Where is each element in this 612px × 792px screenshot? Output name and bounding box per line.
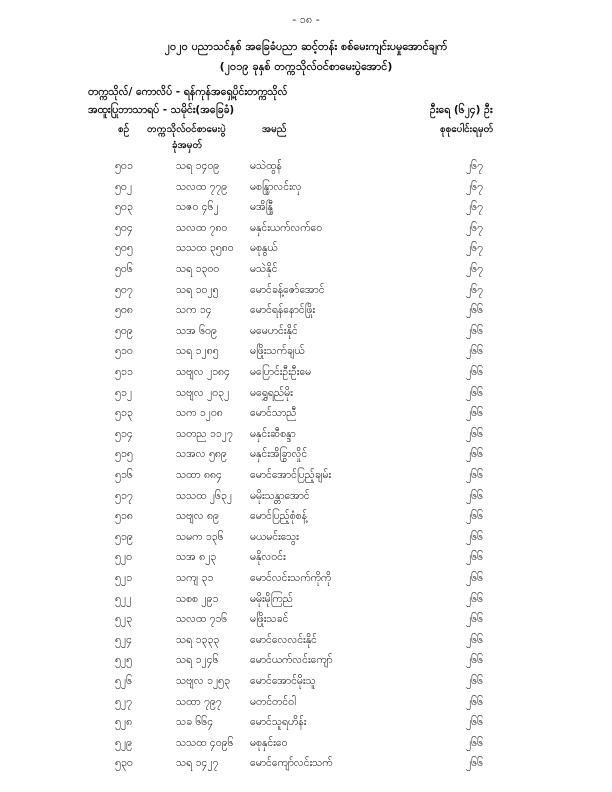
row-score: ၂၆၆ [466, 407, 483, 420]
header-name: အမည် [262, 124, 287, 135]
mark-range-label: ဦးရေ (၆၂၄) ဦး [430, 104, 493, 116]
row-name: မသဲနိုင် [250, 263, 278, 275]
row-reg-number: သရ ၁၃၃၃ [176, 633, 220, 646]
row-number: ၅၂၂ [115, 592, 132, 605]
row-name: မစန္ဒြာလင်းလှ [250, 180, 302, 193]
row-score: ၂၆၆ [466, 716, 483, 729]
row-name: မောင်ခန့်ဇော်အောင် [250, 283, 325, 296]
row-reg-number: သထာ ၇၉၇ [176, 695, 222, 708]
row-name: မပြောင်းဦးဦးမေ [250, 366, 312, 378]
row-name: မနိုလ၀င်း [250, 551, 286, 564]
row-score: ၂၆၆ [466, 324, 483, 337]
row-number: ၅၁၀ [115, 345, 133, 358]
header-reg-number: တက္ကသိုလ်ဝင်စာမေးပွဲ [147, 124, 226, 135]
row-reg-number: သရ ၁၄၂၇ [176, 757, 219, 770]
row-reg-number: သလထ ၇၈၀ [176, 221, 228, 234]
row-name: မောင်အောင်ပြည့်ချမ်း [250, 469, 332, 481]
row-score: ၂၆၆ [466, 592, 483, 605]
row-name: မမေဟင်းနိုင် [250, 324, 298, 337]
row-number: ၅၂၁ [115, 572, 132, 584]
row-score: ၂၆၆ [466, 386, 483, 399]
row-number: ၅၁၅ [115, 448, 133, 461]
row-number: ၅၂၈ [115, 716, 133, 729]
row-name: မဖြိုးသက်ချယ် [250, 345, 305, 358]
row-score: ၂၆၆ [466, 469, 483, 481]
row-number: ၅၀၂ [115, 180, 132, 193]
header-reg-number-line2: ခုံအမှတ် [172, 140, 203, 151]
row-number: ၅၂၃ [115, 613, 132, 626]
row-score: ၂၆၆ [466, 757, 483, 770]
row-name: မောင်ပြည့်စုံစန့် [250, 510, 307, 523]
row-score: ၂၆၇ [466, 263, 483, 275]
row-score: ၂၆၇ [466, 201, 483, 214]
row-reg-number: သရ ၁၂၈၅ [176, 345, 219, 358]
row-reg-number: သလထ ၇၁၆ [176, 613, 228, 626]
row-reg-number: သသထ ၂၆၃၂ [176, 489, 232, 502]
row-reg-number: သဗျလ ၁၂၅၃ [176, 675, 230, 687]
row-score: ၂၆၆ [466, 613, 483, 626]
row-name: မဖြိုးသခင် [250, 613, 289, 626]
row-reg-number: သက ၁၄ [176, 304, 212, 317]
row-score: ၂၆၇ [466, 180, 483, 193]
row-number: ၅၀၁ [115, 160, 133, 172]
row-number: ၅၂၆ [115, 675, 132, 687]
row-score: ၂၆၆ [466, 448, 483, 461]
row-score: ၂၆၆ [466, 530, 483, 543]
university-label: တက္ကသိုလ်/ ကောလိပ် - ရန်ကုန်အရှေ့ပိုင်းတက္ကသိုလ် [88, 86, 288, 98]
header-score: စုစုပေါင်းရမှတ် [440, 124, 494, 135]
row-score: ၂၆၇ [466, 242, 483, 255]
row-reg-number: သအ ၆၀၉ [176, 324, 217, 337]
row-score: ၂၆၆ [466, 736, 483, 749]
row-number: ၅၀၃ [115, 201, 133, 214]
row-name: မနှင်းယက်လက်ဝေ [250, 221, 323, 234]
row-reg-number: သမက ၁၃၆ [176, 530, 224, 543]
row-number: ၅၂၉ [115, 736, 132, 749]
row-score: ၂၆၆ [466, 510, 483, 523]
row-number: ၅၀၉ [115, 324, 133, 337]
row-name: မောင်အောင်မိုးသူ [250, 675, 316, 687]
row-number: ၅၃၀ [115, 757, 133, 770]
row-score: ၂၆၆ [466, 654, 483, 667]
row-name: မောင်ယက်လင်းကျော် [250, 654, 333, 667]
row-number: ၅၀၈ [115, 304, 133, 317]
table-row [0, 757, 612, 781]
row-reg-number: သစစ ၂၉၁ [176, 592, 219, 605]
row-number: ၅၁၈ [115, 510, 133, 523]
row-reg-number: သသထ ၃၅၈၀ [176, 242, 234, 255]
row-name: မနှင်းဆီစန္ဒာ [250, 427, 296, 440]
row-name: မသဲထွန် [250, 160, 282, 172]
row-reg-number: သခ ၆၆၄ [176, 716, 214, 729]
row-reg-number: သဗျလ ၂၁၈၄ [176, 366, 230, 378]
row-reg-number: သရ ၁၃၀၀ [176, 263, 220, 275]
row-score: ၂၆၆ [466, 551, 483, 564]
row-name: မမိုးသန္တာအောင် [250, 489, 310, 502]
row-number: ၅၂၀ [115, 551, 132, 564]
row-number: ၅၁၇ [115, 489, 133, 502]
row-score: ၂၆၇ [466, 160, 483, 172]
row-name: မောင်ရန်နောင်ဖြိုး [250, 304, 316, 317]
row-name: မောင်သာညီ [250, 407, 297, 420]
row-score: ၂၆၆ [466, 427, 483, 440]
row-name: မတင်တင်ဝါ [250, 695, 296, 708]
row-reg-number: သလထ ၇၇၉ [176, 180, 228, 193]
row-reg-number: သဇ၀ ၄၆၂ [176, 201, 219, 214]
row-name: မအိန္ဒြီ [250, 201, 273, 214]
row-number: ၅၀၇ [115, 283, 133, 296]
row-name: မောင်လေလင်းနိုင် [250, 633, 317, 646]
row-reg-number: သက ၁၂၀၈ [176, 407, 223, 420]
row-name: မောင်လင်းသက်ကိုကို [250, 572, 332, 584]
row-number: ၅၂၇ [115, 695, 132, 708]
row-score: ၂၆၆ [466, 633, 483, 646]
row-score: ၂၆၇ [466, 221, 483, 234]
row-reg-number: သဗျလ ၂၀၃၂ [176, 386, 230, 399]
row-reg-number: သကျ ၃၁ [176, 572, 214, 584]
row-reg-number: သဗျလ ၈၉ [176, 510, 219, 523]
row-score: ၂၆၇ [466, 283, 483, 296]
row-name: မရွှေရည်မိုး [250, 386, 293, 399]
row-score: ၂၆၆ [466, 304, 483, 317]
row-reg-number: သရ ၁၂၄၆ [176, 654, 219, 667]
row-number: ၅၀၅ [115, 242, 133, 255]
row-name: မစုနှင်းဝေ [250, 736, 288, 749]
page-number: - ၁၈ - [292, 13, 320, 26]
row-number: ၅၁၆ [115, 469, 133, 481]
row-score: ၂၆၆ [466, 489, 483, 502]
row-reg-number: သအ ၈၂၃ [176, 551, 217, 564]
row-number: ၅၀၆ [115, 263, 133, 275]
row-number: ၅၁၉ [115, 530, 133, 543]
row-name: မောင်သူရဟိန်း [250, 716, 307, 729]
row-number: ၅၁၄ [115, 427, 133, 440]
row-number: ၅၂၄ [115, 633, 132, 646]
row-number: ၅၀၄ [115, 221, 133, 234]
document-subtitle: (၂၀၁၉ ခုနှစ် တက္ကသိုလ်ဝင်စာမေးပွဲအောင်) [219, 60, 393, 73]
row-number: ၅၁၁ [115, 366, 133, 378]
row-name: မမိုးမိုကြည် [250, 592, 293, 605]
row-score: ၂၆၆ [466, 572, 483, 584]
row-number: ၅၂၅ [115, 654, 132, 667]
document-title: ၂၀၂၀ ပညာသင်နှစ် အခြေခံပညာ ဆင့်တန်း စစ်မေးကျင်းပမှုအောင်ချက် [164, 40, 448, 53]
header-no: စဉ် [118, 124, 130, 135]
row-reg-number: သတည ၁၁၂၇ [176, 427, 233, 440]
row-reg-number: သသထ ၄၀၉၆ [176, 736, 234, 749]
row-number: ၅၁၃ [115, 407, 133, 420]
row-score: ၂၆၆ [466, 695, 483, 708]
row-name: မစုနွယ် [250, 242, 278, 255]
row-reg-number: သရ ၁၀၂၅ [176, 283, 219, 296]
row-score: ၂၆၆ [466, 675, 483, 687]
row-score: ၂၆၆ [466, 366, 483, 378]
row-name: မောင်ကျော်လင်းသက် [250, 757, 333, 770]
row-score: ၂၆၆ [466, 345, 483, 358]
row-reg-number: သအလ ၅၈၉ [176, 448, 227, 461]
row-number: ၅၁၂ [115, 386, 132, 399]
row-reg-number: သရ ၁၄၀၉ [176, 160, 220, 172]
row-reg-number: သထာ ၈၈၄ [176, 469, 222, 481]
subject-label: အထူးပြုဘာသာရပ် - သမိုင်း(အခြေခံ) [88, 104, 235, 116]
row-name: မယမင်းသွေး [250, 530, 299, 543]
row-name: မနှင်းအိခြွာလှိုင် [250, 448, 308, 461]
